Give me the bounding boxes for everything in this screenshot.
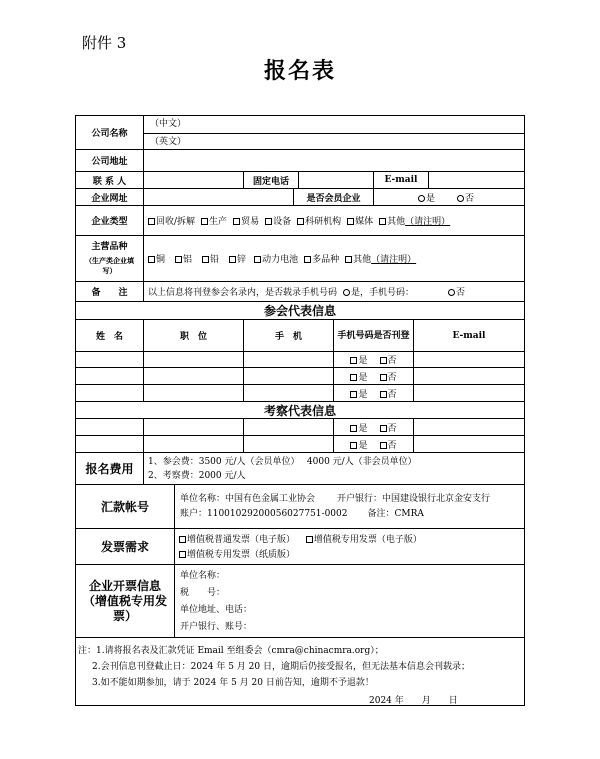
delegate-mobile-cell[interactable] bbox=[243, 368, 333, 384]
contact-row bbox=[76, 172, 524, 189]
table-row bbox=[76, 419, 524, 436]
fee-label: 报名费用 bbox=[85, 462, 134, 476]
checkbox-icon bbox=[380, 391, 387, 398]
website-label: 企业网址 bbox=[91, 193, 128, 204]
contact-label: 联 系 人 bbox=[92, 176, 127, 187]
type-option-other[interactable]: 其他（请注明） bbox=[379, 214, 450, 227]
phone-label: 固定电话 bbox=[243, 172, 298, 188]
company-name-label: 公司名称 bbox=[91, 129, 128, 139]
remarks-content bbox=[143, 282, 524, 301]
account-details bbox=[174, 485, 524, 528]
delegate-mobile-cell[interactable] bbox=[243, 352, 333, 367]
company-address-label: 公司地址 bbox=[91, 157, 128, 167]
fee-line-inspection: 2、考察费：2000 元/人 bbox=[148, 471, 246, 481]
company-name-fields bbox=[143, 116, 524, 149]
type-option-equipment[interactable]: 设备 bbox=[265, 214, 291, 227]
invoice-label: 发票需求 bbox=[100, 540, 149, 554]
remarks-yes-option[interactable]: 是，手机号码： bbox=[343, 285, 414, 298]
radio-icon bbox=[457, 195, 464, 202]
delegates-header-row bbox=[76, 320, 524, 352]
account-label: 汇款帐号 bbox=[100, 500, 149, 514]
product-option-zinc[interactable]: 锌 bbox=[229, 252, 246, 265]
fee-details bbox=[143, 453, 524, 484]
checkbox-icon bbox=[350, 374, 357, 381]
publish-no-option[interactable]: 否 bbox=[380, 421, 397, 434]
product-option-aluminum[interactable]: 铝 bbox=[175, 252, 192, 265]
main-products-sublabel: （生产类企业填写） bbox=[85, 256, 134, 275]
checkbox-icon bbox=[380, 442, 387, 449]
delegate-email-cell[interactable] bbox=[413, 368, 524, 384]
phone-field[interactable] bbox=[298, 172, 373, 188]
account-bank: 开户银行：中国建设银行北京金安支行 bbox=[337, 494, 491, 504]
contact-field[interactable] bbox=[143, 172, 243, 188]
note-2: 2.会刊信息刊登截止日：2024 年 5 月 20 日，逾期后仍接受报名，但无法基本信息会刊载录； bbox=[92, 662, 470, 672]
member-no-option[interactable]: 否 bbox=[457, 191, 474, 204]
publish-yes-option[interactable]: 是 bbox=[350, 370, 367, 383]
member-yes-option[interactable]: 是 bbox=[418, 191, 435, 204]
inspector-email-cell[interactable] bbox=[413, 436, 524, 452]
table-row bbox=[76, 385, 524, 402]
publish-no-option[interactable]: 否 bbox=[380, 438, 397, 451]
delegate-position-cell[interactable] bbox=[143, 385, 243, 401]
checkbox-icon bbox=[201, 218, 208, 225]
remarks-label: 备 注 bbox=[91, 288, 128, 298]
delegate-publish-cell bbox=[333, 385, 413, 401]
invoice-options bbox=[174, 529, 524, 564]
col-mobile-header: 手 机 bbox=[243, 320, 333, 351]
enterprise-type-options bbox=[143, 206, 524, 235]
invoice-row bbox=[76, 529, 524, 565]
checkbox-icon bbox=[350, 357, 357, 364]
email-label: E-mail bbox=[373, 172, 428, 188]
product-option-battery[interactable]: 动力电池 bbox=[254, 252, 298, 265]
account-note: 备注：CMRA bbox=[367, 509, 424, 519]
inspection-section-title: 考察代表信息 bbox=[263, 403, 336, 418]
inspector-mobile-cell[interactable] bbox=[243, 419, 333, 435]
checkbox-icon bbox=[179, 551, 186, 558]
company-name-row bbox=[76, 116, 524, 150]
enterprise-type-row bbox=[76, 206, 524, 236]
type-option-recycle[interactable]: 回收/拆解 bbox=[148, 214, 195, 227]
fee-row bbox=[76, 453, 524, 485]
checkbox-icon bbox=[345, 256, 352, 263]
checkbox-icon bbox=[380, 425, 387, 432]
type-option-media[interactable]: 媒体 bbox=[347, 214, 373, 227]
company-name-en-field[interactable]: （英文） bbox=[150, 137, 187, 147]
checkbox-icon bbox=[179, 536, 186, 543]
radio-icon bbox=[448, 289, 455, 296]
checkbox-icon bbox=[233, 218, 240, 225]
inspector-email-cell[interactable] bbox=[413, 419, 524, 435]
email-field[interactable] bbox=[428, 172, 524, 188]
checkbox-icon bbox=[379, 218, 386, 225]
delegates-section-row bbox=[76, 302, 524, 320]
attachment-label: 附件 3 bbox=[82, 34, 127, 52]
delegate-email-cell[interactable] bbox=[413, 385, 524, 401]
website-field[interactable] bbox=[143, 189, 293, 205]
checkbox-icon bbox=[380, 374, 387, 381]
date-line: 2024 年 月 日 bbox=[369, 696, 458, 706]
company-address-row bbox=[76, 150, 524, 172]
delegate-publish-cell bbox=[333, 368, 413, 384]
billing-unit-name[interactable]: 单位名称： bbox=[180, 571, 226, 581]
website-row bbox=[76, 189, 524, 206]
table-row bbox=[76, 352, 524, 368]
note-3: 3.如不能如期参加，请于 2024 年 5 月 20 日前告知，逾期不予退款！ bbox=[92, 678, 374, 688]
col-email-header: E-mail bbox=[413, 320, 524, 351]
inspector-position-cell[interactable] bbox=[143, 419, 243, 435]
main-products-label: 主营品种 bbox=[91, 242, 128, 252]
delegate-email-cell[interactable] bbox=[413, 352, 524, 367]
delegate-mobile-cell[interactable] bbox=[243, 385, 333, 401]
member-options bbox=[373, 189, 524, 205]
checkbox-icon bbox=[265, 218, 272, 225]
main-products-label-cell bbox=[76, 236, 143, 281]
checkbox-icon bbox=[229, 256, 236, 263]
billing-bank-account[interactable]: 开户银行、账号： bbox=[180, 622, 253, 632]
radio-icon bbox=[418, 195, 425, 202]
col-name-header: 姓 名 bbox=[95, 332, 123, 342]
note-1: 注：1.请将报名表及汇款凭证 Email 至组委会（cmra@chinacmra.org）； bbox=[78, 646, 384, 656]
type-option-research[interactable]: 科研机构 bbox=[297, 214, 341, 227]
publish-yes-option[interactable]: 是 bbox=[350, 438, 367, 451]
notes-block bbox=[76, 638, 524, 707]
billing-label: 企业开票信息 （增值税专用发 票） bbox=[82, 579, 167, 623]
publish-yes-option[interactable]: 是 bbox=[350, 353, 367, 366]
remarks-row bbox=[76, 282, 524, 302]
type-option-trade[interactable]: 贸易 bbox=[233, 214, 259, 227]
remarks-no-option[interactable]: 否 bbox=[448, 285, 465, 298]
billing-address-phone[interactable]: 单位地址、电话： bbox=[180, 605, 253, 615]
publish-no-option[interactable]: 否 bbox=[380, 370, 397, 383]
publish-no-option[interactable]: 否 bbox=[380, 353, 397, 366]
billing-fields bbox=[174, 565, 524, 637]
product-option-other[interactable]: 其他（请注明） bbox=[345, 252, 416, 265]
checkbox-icon bbox=[175, 256, 182, 263]
account-number: 账户：11001029200056027751-0002 bbox=[180, 509, 348, 519]
checkbox-icon bbox=[347, 218, 354, 225]
checkbox-icon bbox=[254, 256, 261, 263]
billing-row bbox=[76, 565, 524, 638]
billing-tax-number[interactable]: 税 号： bbox=[180, 588, 226, 598]
delegate-name-cell[interactable] bbox=[76, 368, 143, 384]
type-option-production[interactable]: 生产 bbox=[201, 214, 227, 227]
table-row bbox=[76, 436, 524, 453]
delegate-name-cell[interactable] bbox=[76, 352, 143, 367]
checkbox-icon bbox=[350, 442, 357, 449]
publish-yes-option[interactable]: 是 bbox=[350, 387, 367, 400]
inspector-mobile-cell[interactable] bbox=[243, 436, 333, 452]
main-products-row bbox=[76, 236, 524, 282]
fee-line-conference: 1、参会费：3500 元/人（会员单位） 4000 元/人（非会员单位） bbox=[148, 457, 417, 467]
registration-form bbox=[75, 115, 525, 706]
account-unit: 单位名称：中国有色金属工业协会 bbox=[180, 494, 316, 504]
inspector-name-cell[interactable] bbox=[76, 419, 143, 435]
account-row bbox=[76, 485, 524, 529]
page-title: 报名表 bbox=[263, 58, 336, 84]
radio-icon bbox=[343, 289, 350, 296]
enterprise-type-label: 企业类型 bbox=[91, 217, 128, 227]
checkbox-icon bbox=[297, 218, 304, 225]
col-publish-header: 手机号码是否刊登 bbox=[333, 320, 413, 351]
delegate-position-cell[interactable] bbox=[143, 352, 243, 367]
inspector-publish-cell bbox=[333, 436, 413, 452]
inspection-section-row bbox=[76, 402, 524, 419]
delegate-position-cell[interactable] bbox=[143, 368, 243, 384]
invoice-option-special-electronic[interactable]: 增值税专用发票（电子版） bbox=[306, 535, 422, 545]
invoice-option-special-paper[interactable]: 增值税专用发票（纸质版） bbox=[179, 550, 295, 560]
col-position-header: 职 位 bbox=[143, 320, 243, 351]
main-products-options bbox=[143, 236, 524, 281]
company-name-cn-field[interactable]: （中文） bbox=[144, 116, 524, 134]
inspector-position-cell[interactable] bbox=[143, 436, 243, 452]
notes-row bbox=[76, 638, 524, 707]
invoice-option-general-electronic[interactable]: 增值税普通发票（电子版） bbox=[179, 535, 295, 545]
delegate-name-cell[interactable] bbox=[76, 385, 143, 401]
publish-no-option[interactable]: 否 bbox=[380, 387, 397, 400]
company-address-field[interactable] bbox=[143, 150, 524, 171]
checkbox-icon bbox=[148, 256, 155, 263]
product-option-multi[interactable]: 多品种 bbox=[304, 252, 339, 265]
checkbox-icon bbox=[306, 536, 313, 543]
inspector-name-cell[interactable] bbox=[76, 436, 143, 452]
checkbox-icon bbox=[350, 425, 357, 432]
table-row bbox=[76, 368, 524, 385]
checkbox-icon bbox=[350, 391, 357, 398]
publish-yes-option[interactable]: 是 bbox=[350, 421, 367, 434]
inspector-publish-cell bbox=[333, 419, 413, 435]
checkbox-icon bbox=[148, 218, 155, 225]
product-option-lead[interactable]: 铅 bbox=[202, 252, 219, 265]
checkbox-icon bbox=[380, 357, 387, 364]
checkbox-icon bbox=[304, 256, 311, 263]
remarks-text: 以上信息将刊登参会名录内，是否载录手机号码 bbox=[148, 288, 338, 298]
member-label: 是否会员企业 bbox=[293, 189, 373, 205]
delegates-section-title: 参会代表信息 bbox=[263, 304, 336, 318]
product-option-copper[interactable]: 铜 bbox=[148, 252, 165, 265]
delegate-publish-cell bbox=[333, 352, 413, 367]
checkbox-icon bbox=[202, 256, 209, 263]
